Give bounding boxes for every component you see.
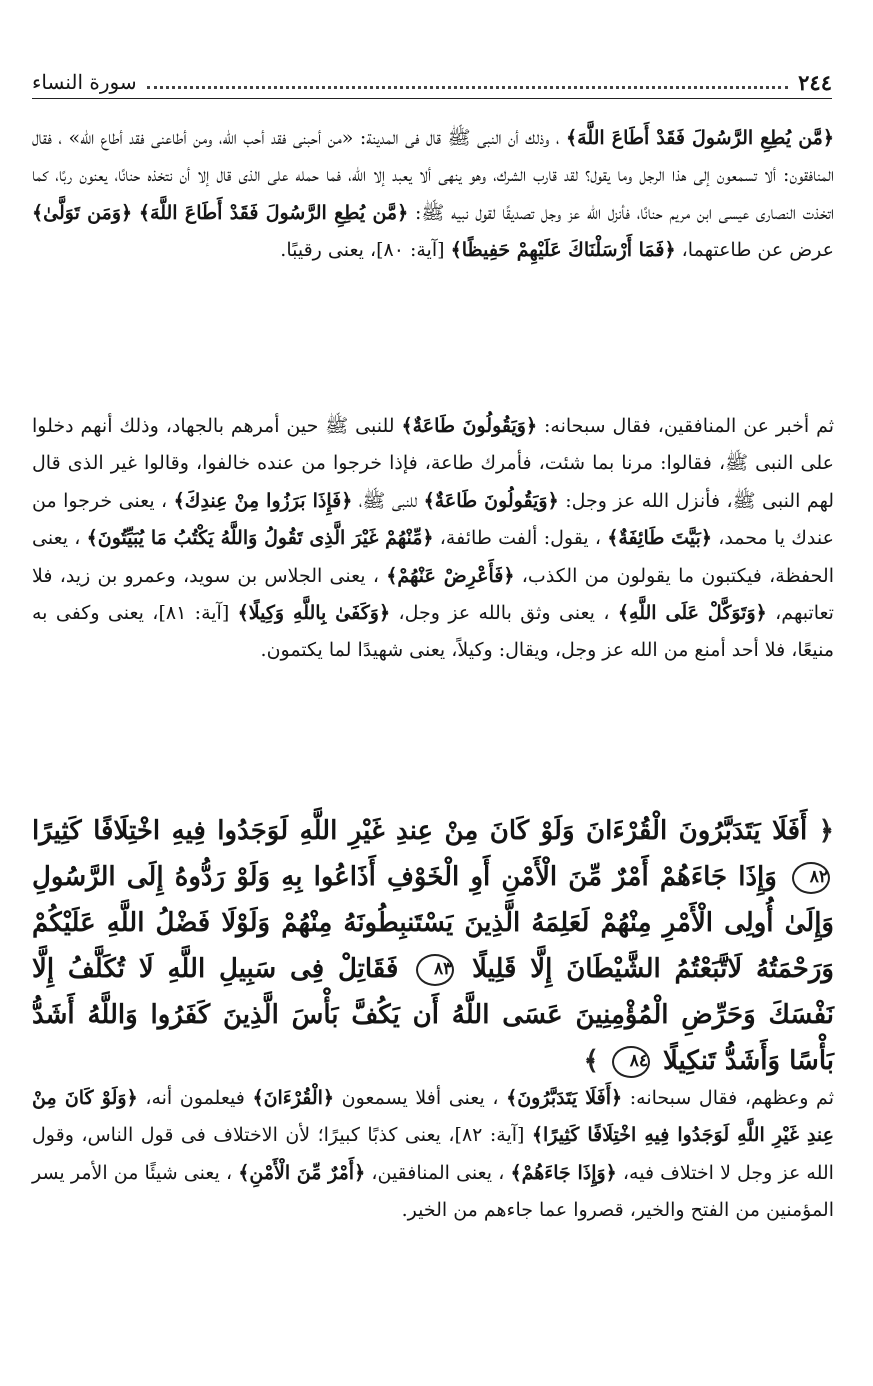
header-dotted-leader	[147, 76, 789, 89]
quran-quote: ﴿مَّن يُطِعِ الرَّسُولَ فَقَدْ أَطَاعَ اللَّهَ﴾	[138, 201, 409, 224]
verse-close-bracket: ﴾	[583, 1046, 599, 1076]
commentary-text: ، وذلك أن النبى ﷺ قال فى المدينة: «من أحبنى فقد أحب الله، ومن أطاعنى فقد أطاع الله» ، فقال المنافقون: ألا تسمعون إلى هذا الرجل وما يقول؟ لقد قارب الشرك، وهو ينهى ألا يعبد إلا الله، فما حمله على الذى قال إلا أن نتخذه حنانًا، يعنون ربًا، كما اتخذت النصارى عيسى ابن مريم حنانًا، فأنزل الله عز وجل تصديقًا لقول نبيه ﷺ:	[32, 127, 834, 224]
quran-quote: ﴿أَمْرٌ مِّنَ الْأَمْنِ﴾	[238, 1161, 366, 1184]
commentary-text: فيعلمون أنه،	[145, 1087, 245, 1109]
quran-quote: ﴿وَمَن تَوَلَّىٰ﴾	[32, 201, 133, 224]
quran-quote: ﴿الْقُرْءَانَ﴾	[252, 1087, 335, 1109]
commentary-text: ، يعنى خرجوا من عندك يا محمد،	[32, 489, 834, 550]
commentary-text: [آية: ٨٢]، يعنى كذبًا كبيرًا؛ لأن الاختلاف فى قول الناس، وقول الله عز وجل لا اختلاف فيه،	[32, 1124, 834, 1184]
commentary-text: ، يعنى الجلاس بن سويد، وعمرو بن زيد، فلا تعاتبهم،	[32, 564, 834, 625]
commentary-paragraph-2	[32, 408, 834, 670]
quran-quote: ﴿فَإِذَا بَرَزُوا مِنْ عِندِكَ﴾	[173, 489, 353, 512]
quran-quote: ﴿مَّن يُطِعِ الرَّسُولَ فَقَدْ أَطَاعَ اللَّهَ﴾	[566, 127, 834, 149]
commentary-text: ثم وعظهم، فقال سبحانه:	[629, 1087, 834, 1109]
quran-quote: ﴿مِّنْهُمْ غَيْرَ الَّذِى تَقُولُ وَاللَّهُ يَكْتُبُ مَا يُبَيِّتُونَ﴾	[86, 527, 434, 550]
ayah-number-84: ٨٤	[612, 1046, 650, 1078]
commentary-paragraph-1	[32, 120, 834, 270]
page-header	[32, 66, 832, 99]
commentary-text: ، يعنى الحفظة، فيكتبون ما يقولون من الكذب،	[32, 527, 834, 587]
verse-84-text: فَقَاتِلْ فِى سَبِيلِ اللَّهِ لَا تُكَلَّفُ إِلَّا نَفْسَكَ وَحَرِّضِ الْمُؤْمِنِينَ عَسَى اللَّهُ أَن يَكُفَّ بَأْسَ الَّذِينَ كَفَرُوا وَاللَّهُ أَشَدُّ بَأْسًا وَأَشَدُّ تَنكِيلًا	[32, 954, 834, 1076]
quran-quote: ﴿وَلَوْ كَانَ مِنْ عِندِ غَيْرِ اللَّهِ لَوَجَدُوا فِيهِ اخْتِلَافًا كَثِيرًا﴾	[32, 1087, 834, 1147]
commentary-text: للنبى ﷺ حين أمرهم بالجهاد، وذلك أنهم دخلوا على النبى ﷺ، فقالوا: مرنا بما شئت، فأمرك طاعة، فإذا خرجوا من عنده خالفوا، وقالوا غير الذى قال لهم النبى ﷺ، فأنزل الله عز وجل:	[32, 415, 835, 512]
surah-name: سورة النساء	[32, 70, 137, 94]
quran-quote: ﴿فَأَعْرِضْ عَنْهُمْ﴾	[386, 564, 515, 587]
commentary-text: ثم أخبر عن المنافقين، فقال سبحانه:	[544, 415, 835, 437]
quran-quote: ﴿وَإِذَا جَاءَهُمْ﴾	[510, 1161, 617, 1184]
quran-quote: ﴿بَيَّتَ طَائِفَةٌ﴾	[607, 527, 712, 550]
commentary-text: ، يعنى أفلا يسمعون	[341, 1087, 499, 1109]
verse-open-bracket: ﴿	[818, 816, 834, 846]
commentary-text: ، يقول: ألفت طائفة،	[439, 527, 601, 550]
quran-quote: ﴿أَفَلَا يَتَدَبَّرُونَ﴾	[506, 1087, 623, 1109]
commentary-paragraph-3	[32, 1080, 834, 1230]
commentary-text: [آية: ٨١]، يعنى وكفى به منيعًا، فلا أحد أمنع من الله عز وجل، ويقال: وكيلاً، يعنى شهيدًا لما يكتمون.	[32, 602, 834, 662]
commentary-text: ، يعنى وثق بالله عز وجل،	[398, 602, 610, 625]
commentary-text: عرض عن طاعتهما،	[681, 239, 834, 262]
commentary-text: ، يعنى المنافقين،	[371, 1161, 505, 1184]
commentary-text: [آية: ٨٠]، يعنى رقيبًا.	[280, 239, 445, 262]
commentary-text: ، يعنى شيئًا من الأمر يسر المؤمنين من الفتح والخير، قصروا عما جاءهم من الخير.	[32, 1161, 834, 1222]
quran-quote: ﴿فَمَا أَرْسَلْنَاكَ عَلَيْهِمْ حَفِيظًا﴾	[450, 239, 676, 262]
ayah-number-82: ٨٢	[792, 862, 830, 894]
verse-83-text: وَإِذَا جَاءَهُمْ أَمْرٌ مِّنَ الْأَمْنِ أَوِ الْخَوْفِ أَذَاعُوا بِهِ وَلَوْ رَدُّوهُ إِلَى الرَّسُولِ وَإِلَىٰ أُولِى الْأَمْرِ مِنْهُمْ لَعَلِمَهُ الَّذِينَ يَسْتَنبِطُونَهُ مِنْهُمْ وَلَوْلَا فَضْلُ اللَّهِ عَلَيْكُمْ وَرَحْمَتُهُ لَاتَّبَعْتُمُ الشَّيْطَانَ إِلَّا قَلِيلًا	[32, 862, 834, 984]
page-number: ٢٤٤	[798, 69, 832, 95]
quran-quote: ﴿وَتَوَكَّلْ عَلَى اللَّهِ﴾	[617, 602, 767, 625]
quran-verses-block	[32, 808, 834, 1084]
commentary-text: للنبى ﷺ،	[358, 489, 418, 512]
verse-82-text: أَفَلَا يَتَدَبَّرُونَ الْقُرْءَانَ وَلَوْ كَانَ مِنْ عِندِ غَيْرِ اللَّهِ لَوَجَدُوا فِيهِ اخْتِلَافًا كَثِيرًا	[32, 816, 808, 846]
quran-quote: ﴿وَيَقُولُونَ طَاعَةٌ﴾	[423, 489, 559, 512]
quran-quote: ﴿وَيَقُولُونَ طَاعَةٌ﴾	[401, 415, 538, 437]
ayah-number-83: ٨٣	[416, 954, 454, 986]
quran-quote: ﴿وَكَفَىٰ بِاللَّهِ وَكِيلًا﴾	[237, 602, 391, 625]
